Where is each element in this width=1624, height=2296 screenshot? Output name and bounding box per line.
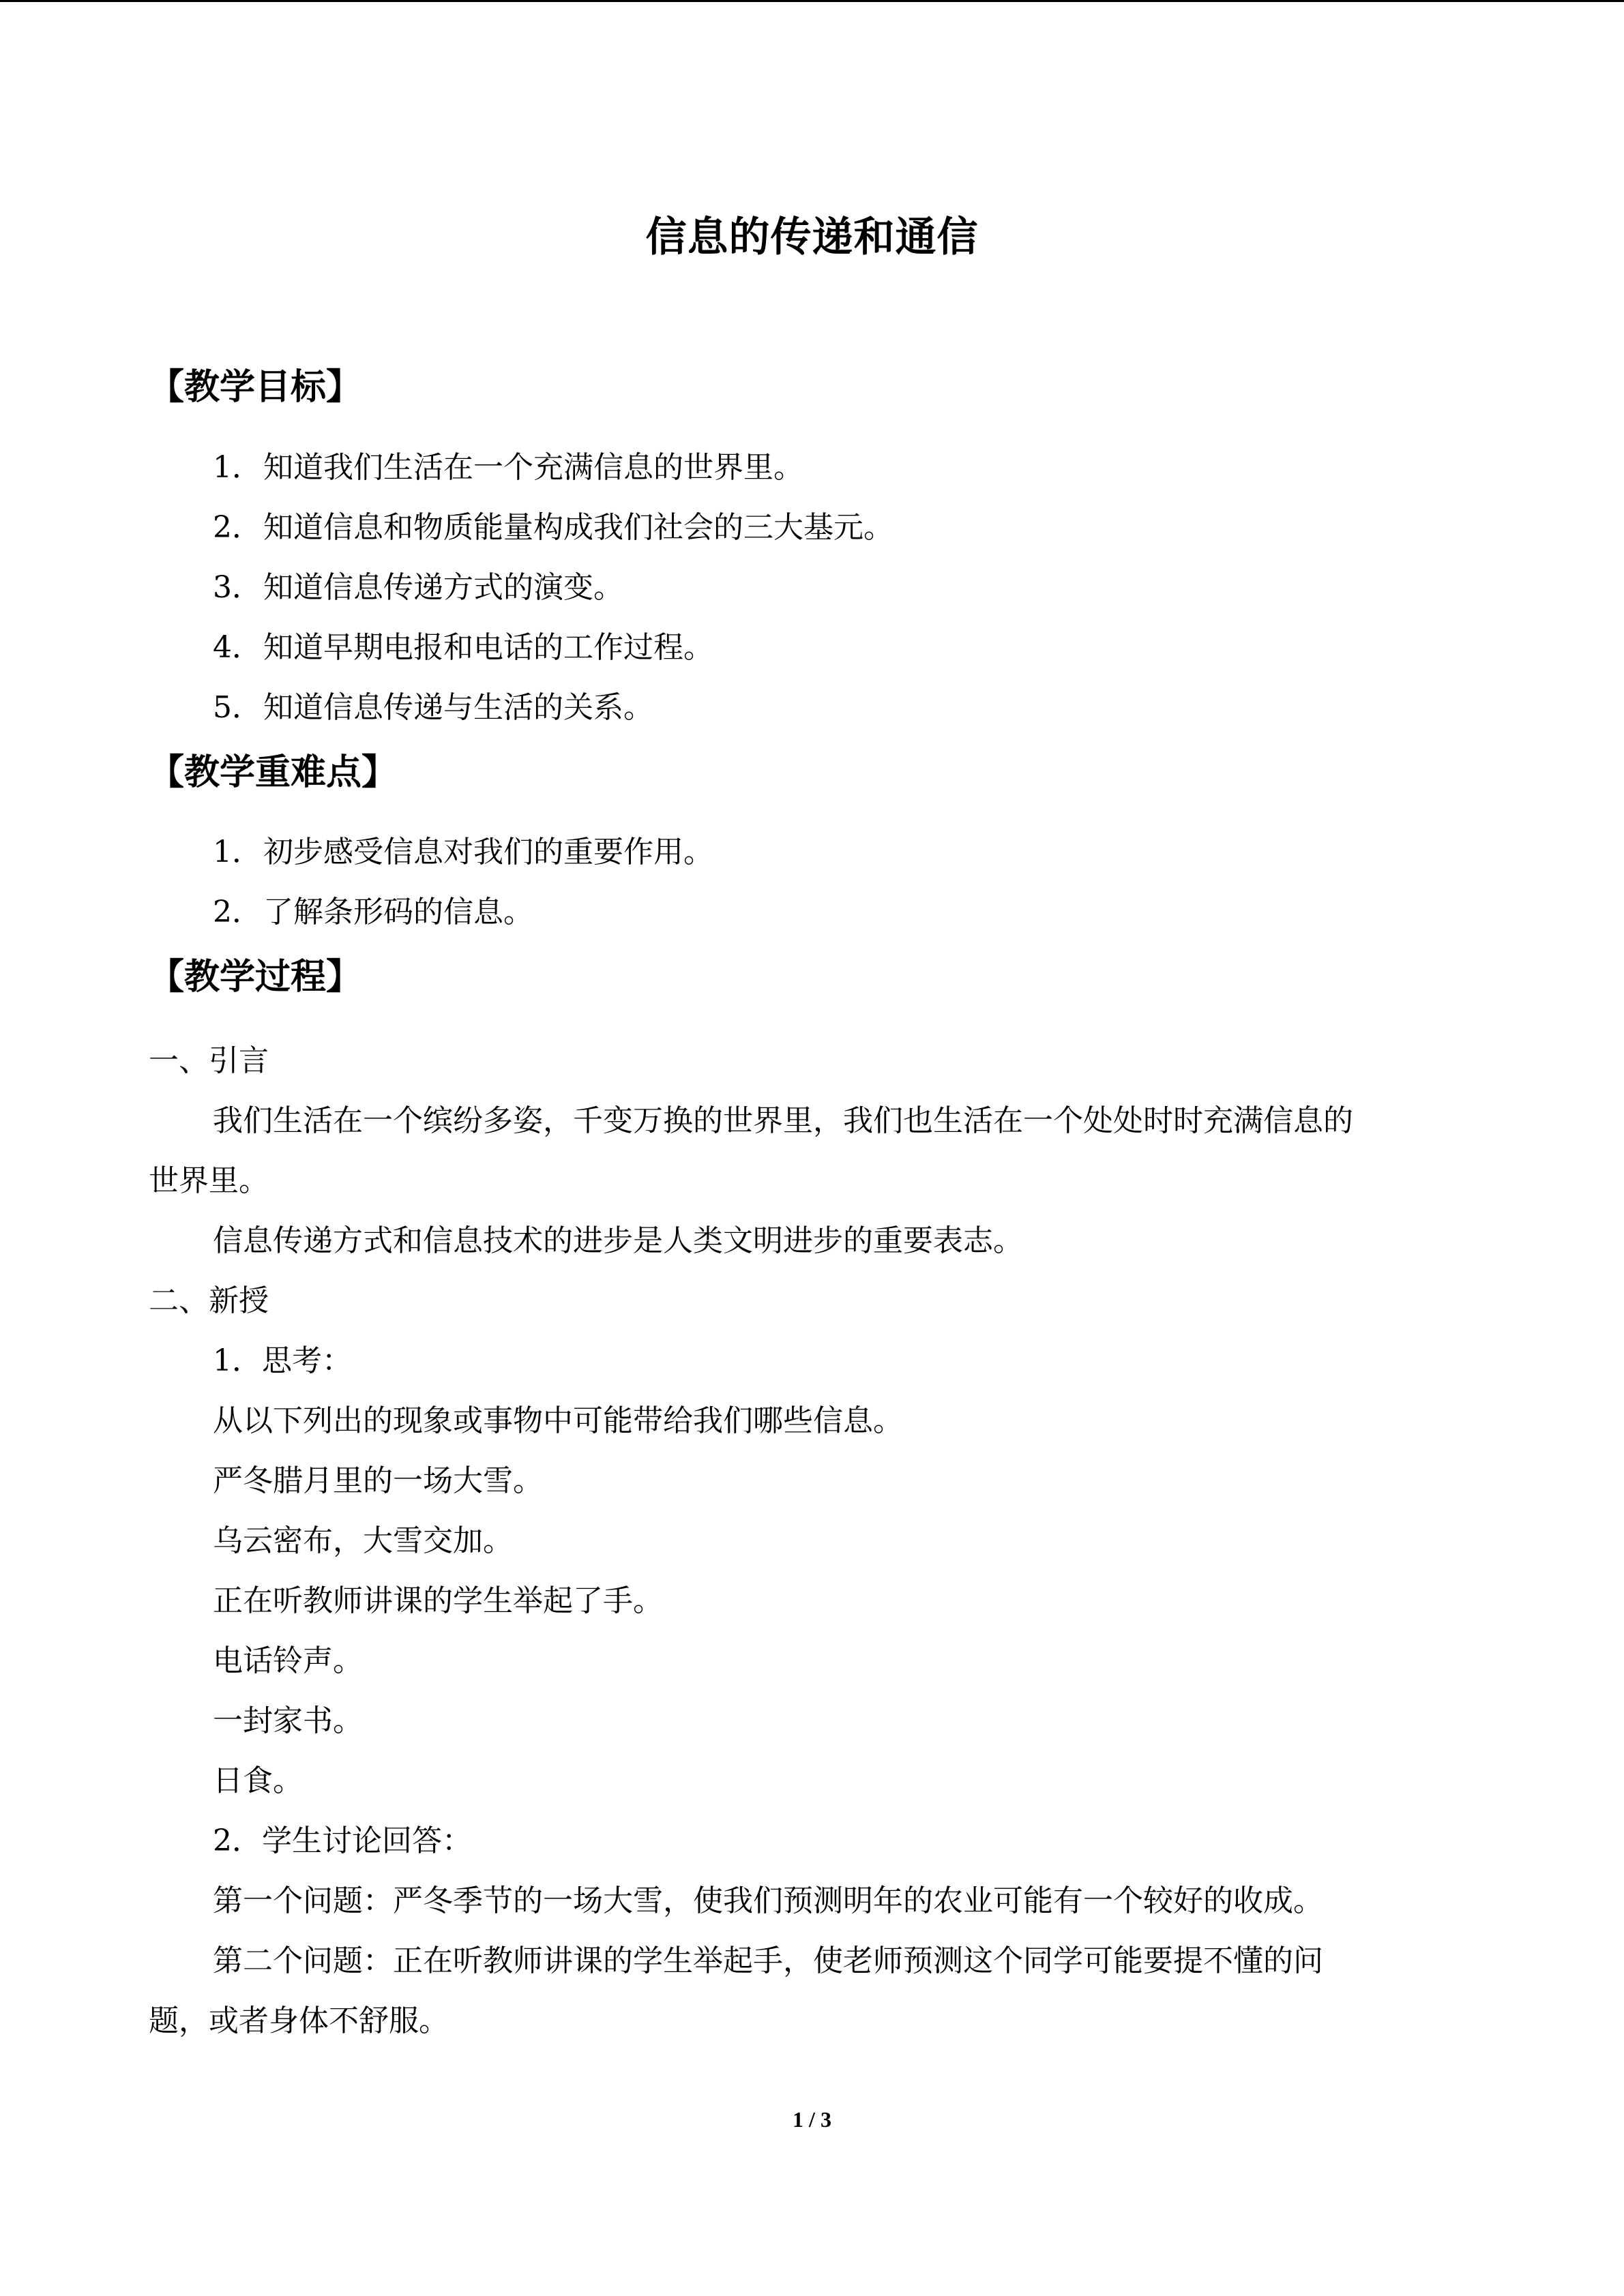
section-heading-goals: 【教学目标】 xyxy=(149,367,362,408)
phenomenon-item: 一封家书。 xyxy=(213,1703,363,1738)
section-heading-process: 【教学过程】 xyxy=(149,957,362,998)
goal-item-text: 知道我们生活在一个充满信息的世界里。 xyxy=(263,450,803,485)
section-heading-key-points: 【教学重难点】 xyxy=(149,752,398,793)
discuss-label: 2．学生讨论回答： xyxy=(213,1823,472,1858)
phenomenon-item: 日食。 xyxy=(213,1763,303,1798)
phenomenon-item: 严冬腊月里的一场大雪。 xyxy=(213,1463,543,1498)
page-number: 1 / 3 xyxy=(793,2107,831,2132)
key-point-item xyxy=(213,892,533,933)
paragraph-line: 世界里。 xyxy=(149,1163,269,1198)
phenomenon-item: 乌云密布，大雪交加。 xyxy=(213,1523,513,1558)
paragraph-line: 我们生活在一个缤纷多姿，千变万换的世界里，我们也生活在一个处处时时充满信息的 xyxy=(213,1103,1353,1138)
goal-item-text: 知道信息和物质能量构成我们社会的三大基元。 xyxy=(263,510,894,545)
goal-item-number: 2． xyxy=(213,510,262,545)
think-label: 1．思考： xyxy=(213,1343,352,1378)
key-point-item-number: 1． xyxy=(213,835,262,869)
answer-line: 第一个问题：严冬季节的一场大雪，使我们预测明年的农业可能有一个较好的收成。 xyxy=(213,1883,1323,1918)
goal-item-text: 知道信息传递方式的演变。 xyxy=(263,570,623,605)
answer-line: 第二个问题：正在听教师讲课的学生举起手，使老师预测这个同学可能要提不懂的问 xyxy=(213,1943,1323,1978)
goal-item-number: 1． xyxy=(213,450,262,485)
goal-item-number: 3． xyxy=(213,570,262,605)
answer-line: 题，或者身体不舒服。 xyxy=(149,2003,449,2038)
key-point-item xyxy=(213,832,713,873)
key-point-item-text: 了解条形码的信息。 xyxy=(263,895,533,929)
goal-item-number: 5． xyxy=(213,690,262,725)
goal-item xyxy=(213,447,803,488)
goal-item xyxy=(213,507,894,548)
goal-item-text: 知道信息传递与生活的关系。 xyxy=(263,690,653,725)
part1-title: 一、引言 xyxy=(149,1043,269,1078)
key-point-item-number: 2． xyxy=(213,895,262,929)
part2-title: 二、新授 xyxy=(149,1283,269,1318)
phenomenon-item: 正在听教师讲课的学生举起了手。 xyxy=(213,1583,663,1618)
goal-item xyxy=(213,687,653,728)
key-point-item-text: 初步感受信息对我们的重要作用。 xyxy=(263,835,713,869)
document-title: 信息的传递和通信 xyxy=(645,213,979,261)
goal-item-text: 知道早期电报和电话的工作过程。 xyxy=(263,630,713,665)
think-prompt: 从以下列出的现象或事物中可能带给我们哪些信息。 xyxy=(213,1403,903,1438)
goal-item xyxy=(213,627,713,668)
goal-item-number: 4． xyxy=(213,630,262,665)
paragraph-line: 信息传递方式和信息技术的进步是人类文明进步的重要表志。 xyxy=(213,1223,1023,1258)
phenomenon-item: 电话铃声。 xyxy=(213,1643,363,1678)
goal-item xyxy=(213,567,623,608)
